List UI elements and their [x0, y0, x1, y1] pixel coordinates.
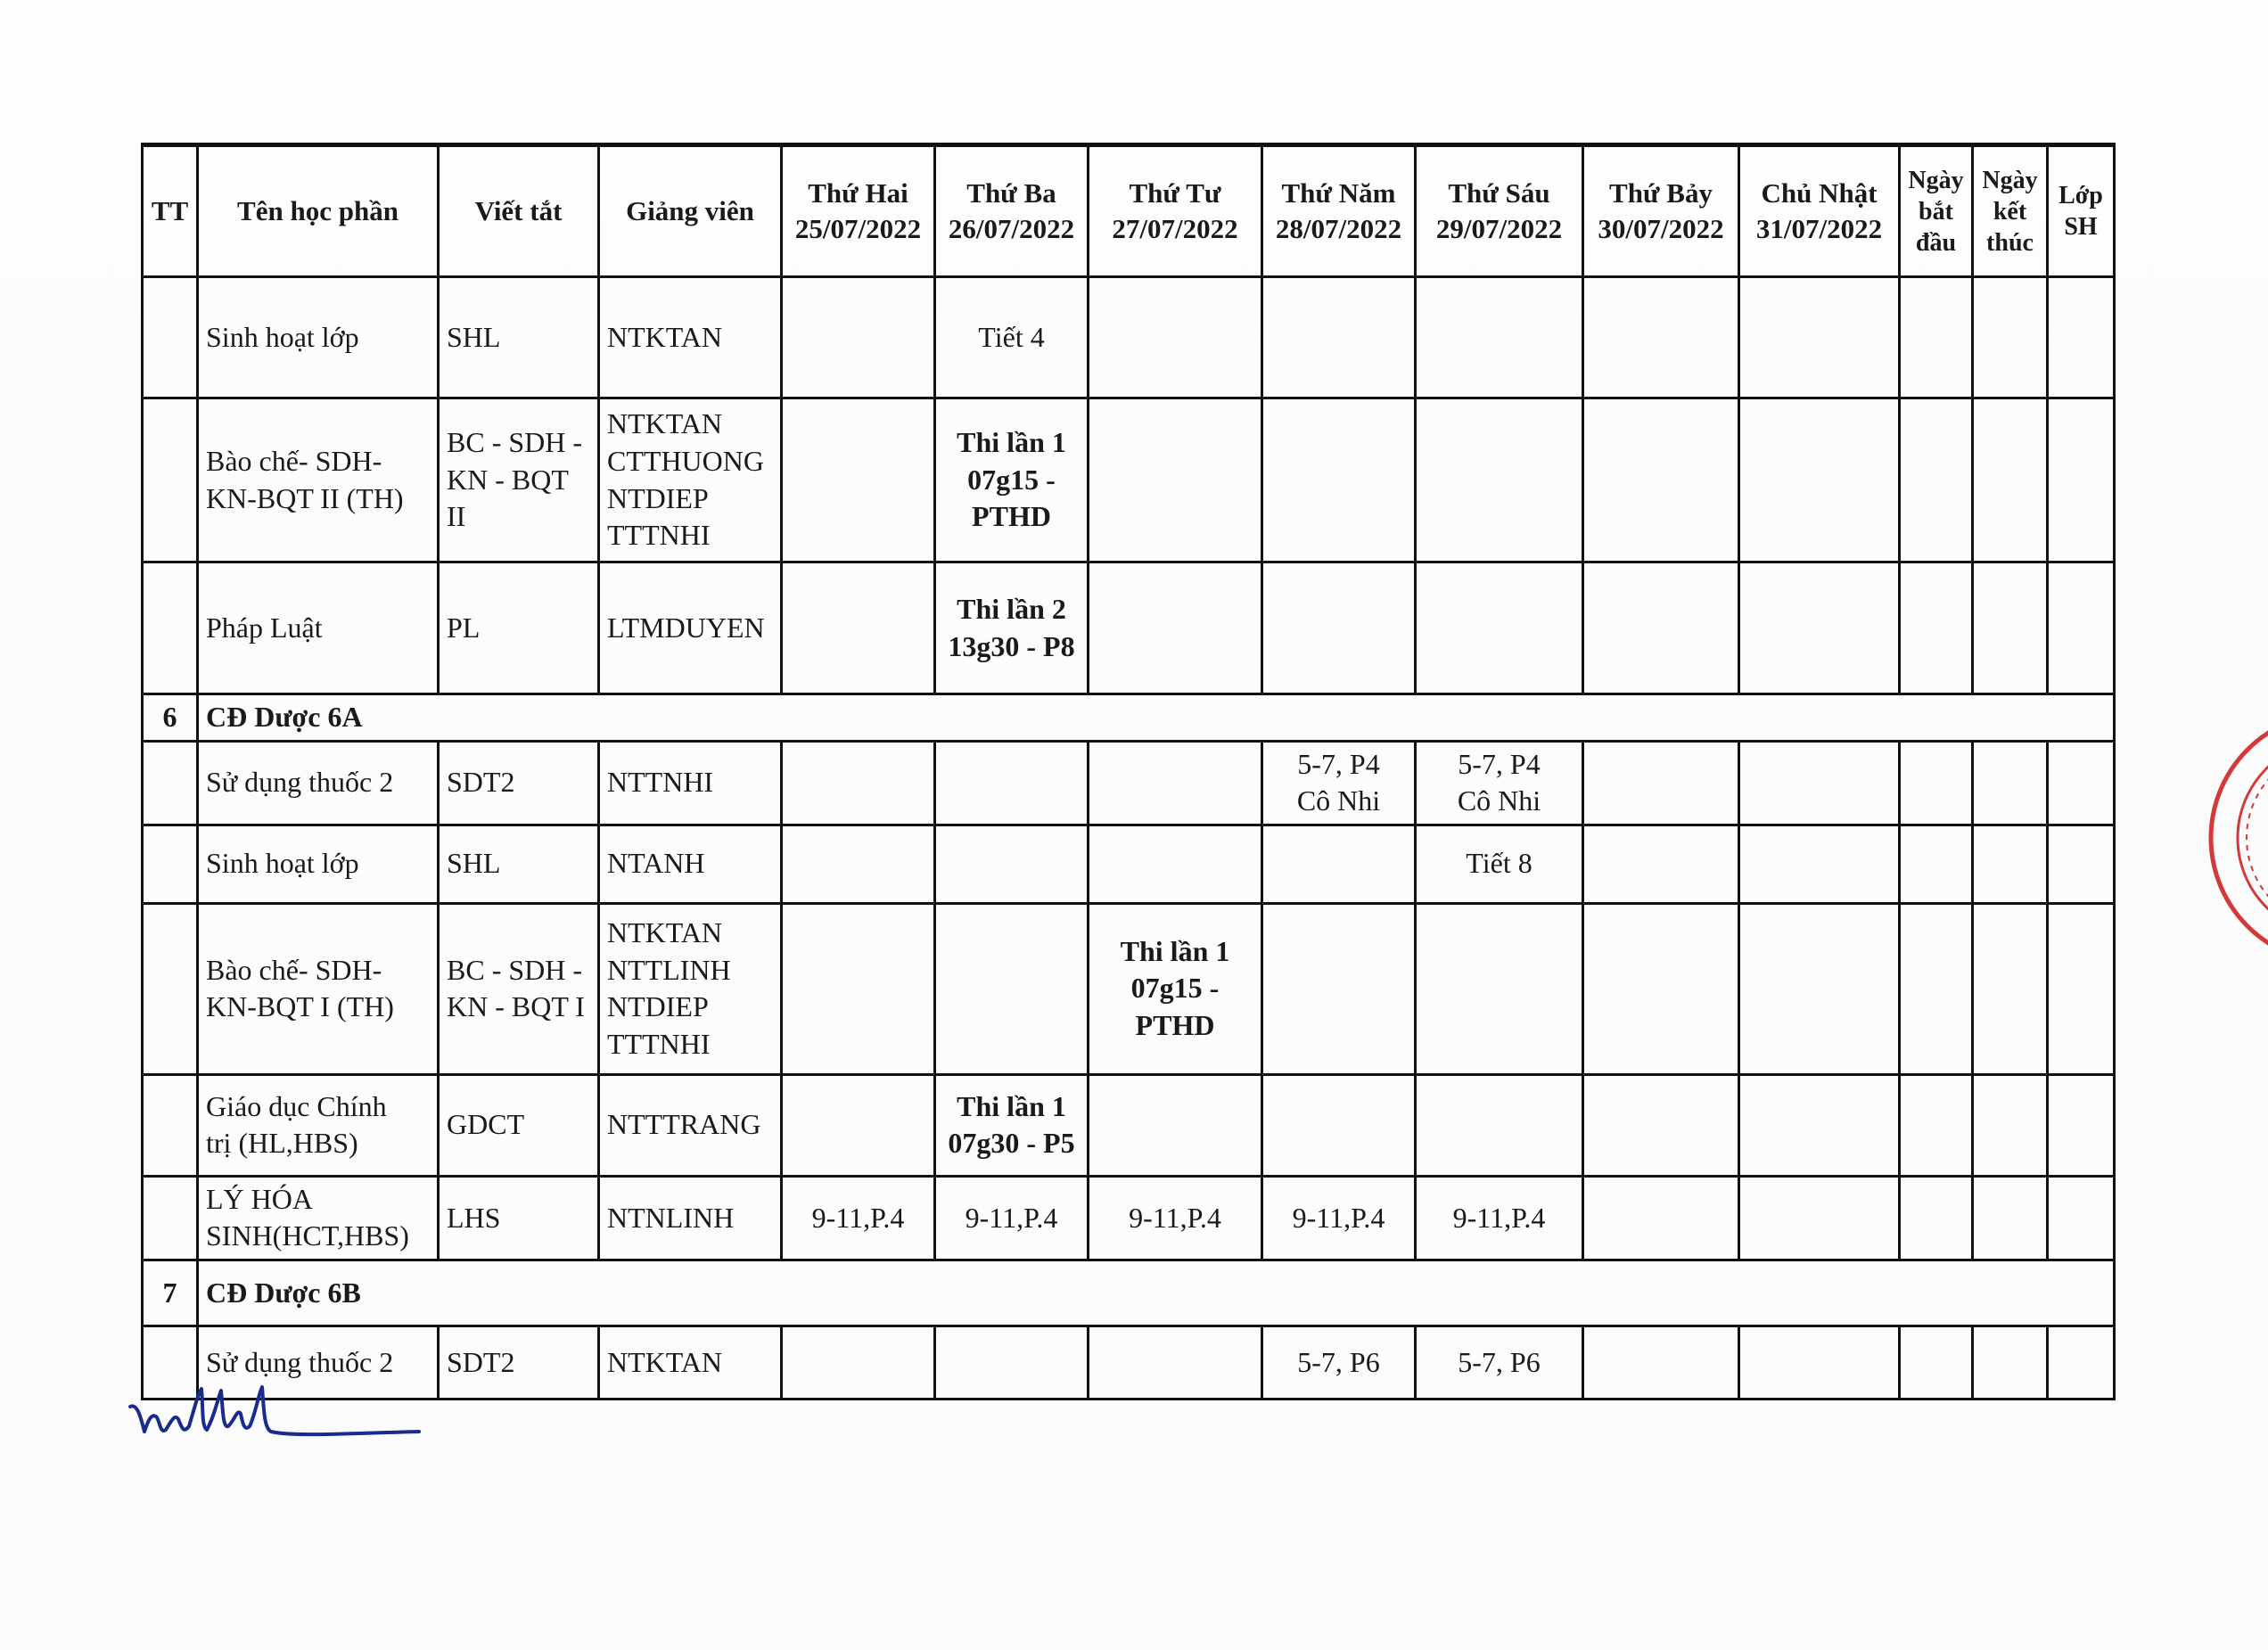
cell-sunday	[1739, 741, 1900, 825]
cell-monday	[782, 903, 935, 1074]
cell-wednesday	[1089, 277, 1262, 398]
cell-friday	[1416, 903, 1583, 1074]
cell-lecturer: NTKTAN	[599, 1326, 782, 1399]
header-wednesday: Thứ Tư 27/07/2022	[1089, 145, 1262, 277]
cell-tt	[143, 825, 198, 903]
cell-tuesday	[935, 1326, 1089, 1399]
group-name: CĐ Dược 6A	[198, 694, 2115, 742]
cell-end	[1973, 1074, 2048, 1176]
cell-subject: Bào chế- SDH- KN-BQT II (TH)	[198, 398, 439, 562]
cell-saturday	[1583, 1176, 1739, 1260]
cell-monday	[782, 741, 935, 825]
cell-class	[2048, 741, 2115, 825]
group-row-6a	[143, 694, 2115, 742]
cell-wednesday	[1089, 1326, 1262, 1399]
cell-thursday	[1262, 1074, 1416, 1176]
header-sunday: Chủ Nhật 31/07/2022	[1739, 145, 1900, 277]
cell-end	[1973, 277, 2048, 398]
cell-class	[2048, 562, 2115, 694]
cell-abbr: SDT2	[439, 741, 599, 825]
cell-thursday	[1262, 277, 1416, 398]
header-class: Lớp SH	[2048, 145, 2115, 277]
cell-start	[1900, 825, 1973, 903]
cell-wednesday	[1089, 741, 1262, 825]
cell-abbr: GDCT	[439, 1074, 599, 1176]
cell-tt	[143, 277, 198, 398]
cell-monday	[782, 1074, 935, 1176]
group-row-6b	[143, 1260, 2115, 1326]
header-monday: Thứ Hai 25/07/2022	[782, 145, 935, 277]
cell-sunday	[1739, 903, 1900, 1074]
group-number: 6	[143, 694, 198, 742]
table-row	[143, 903, 2115, 1074]
cell-tuesday	[935, 741, 1089, 825]
cell-class	[2048, 1326, 2115, 1399]
cell-tt	[143, 741, 198, 825]
cell-abbr: BC - SDH - KN - BQT I	[439, 903, 599, 1074]
cell-abbr: LHS	[439, 1176, 599, 1260]
cell-friday	[1416, 398, 1583, 562]
cell-tt	[143, 1176, 198, 1260]
cell-class	[2048, 1074, 2115, 1176]
cell-abbr: SDT2	[439, 1326, 599, 1399]
cell-lecturer: LTMDUYEN	[599, 562, 782, 694]
cell-subject: Sinh hoạt lớp	[198, 825, 439, 903]
cell-friday: Tiết 8	[1416, 825, 1583, 903]
header-start-date: Ngày bắt đầu	[1900, 145, 1973, 277]
cell-tuesday: Tiết 4	[935, 277, 1089, 398]
official-stamp	[2202, 704, 2268, 981]
cell-sunday	[1739, 1326, 1900, 1399]
cell-thursday	[1262, 398, 1416, 562]
cell-monday: 9-11,P.4	[782, 1176, 935, 1260]
header-tt: TT	[143, 145, 198, 277]
cell-end	[1973, 741, 2048, 825]
cell-end	[1973, 1326, 2048, 1399]
cell-friday: 9-11,P.4	[1416, 1176, 1583, 1260]
header-abbr: Viết tắt	[439, 145, 599, 277]
cell-tt	[143, 903, 198, 1074]
cell-sunday	[1739, 398, 1900, 562]
cell-subject: Bào chế- SDH- KN-BQT I (TH)	[198, 903, 439, 1074]
cell-start	[1900, 277, 1973, 398]
cell-lecturer: NTTNHI	[599, 741, 782, 825]
cell-tt	[143, 398, 198, 562]
cell-tuesday: Thi lần 1 07g30 - P5	[935, 1074, 1089, 1176]
cell-thursday: 5-7, P4 Cô Nhi	[1262, 741, 1416, 825]
cell-saturday	[1583, 1326, 1739, 1399]
cell-lecturer: NTKTAN CTTHUONG NTDIEP TTTNHI	[599, 398, 782, 562]
cell-wednesday	[1089, 398, 1262, 562]
cell-saturday	[1583, 562, 1739, 694]
cell-class	[2048, 825, 2115, 903]
cell-thursday	[1262, 562, 1416, 694]
cell-lecturer: NTTTRANG	[599, 1074, 782, 1176]
cell-subject: Sử dụng thuốc 2	[198, 741, 439, 825]
cell-friday	[1416, 562, 1583, 694]
cell-start	[1900, 1326, 1973, 1399]
cell-tuesday: Thi lần 1 07g15 - PTHD	[935, 398, 1089, 562]
header-lecturer: Giảng viên	[599, 145, 782, 277]
cell-thursday: 5-7, P6	[1262, 1326, 1416, 1399]
cell-tt	[143, 562, 198, 694]
cell-class	[2048, 1176, 2115, 1260]
cell-monday	[782, 562, 935, 694]
cell-abbr: PL	[439, 562, 599, 694]
cell-class	[2048, 398, 2115, 562]
header-tuesday: Thứ Ba 26/07/2022	[935, 145, 1089, 277]
cell-subject: Sinh hoạt lớp	[198, 277, 439, 398]
cell-abbr: SHL	[439, 825, 599, 903]
table-row	[143, 1326, 2115, 1399]
cell-friday	[1416, 277, 1583, 398]
cell-monday	[782, 825, 935, 903]
cell-friday: 5-7, P4 Cô Nhi	[1416, 741, 1583, 825]
cell-thursday: 9-11,P.4	[1262, 1176, 1416, 1260]
cell-saturday	[1583, 825, 1739, 903]
group-name: CĐ Dược 6B	[198, 1260, 2115, 1326]
cell-monday	[782, 277, 935, 398]
cell-saturday	[1583, 277, 1739, 398]
cell-start	[1900, 562, 1973, 694]
cell-end	[1973, 903, 2048, 1074]
group-number: 7	[143, 1260, 198, 1326]
schedule-table	[141, 143, 2116, 1400]
table-row	[143, 277, 2115, 398]
cell-sunday	[1739, 562, 1900, 694]
cell-tuesday	[935, 903, 1089, 1074]
cell-start	[1900, 1176, 1973, 1260]
cell-subject: LÝ HÓA SINH(HCT,HBS)	[198, 1176, 439, 1260]
cell-monday	[782, 398, 935, 562]
cell-wednesday	[1089, 562, 1262, 694]
table-row	[143, 562, 2115, 694]
cell-subject: Pháp Luật	[198, 562, 439, 694]
cell-wednesday	[1089, 825, 1262, 903]
cell-sunday	[1739, 1074, 1900, 1176]
cell-subject: Giáo dục Chính trị (HL,HBS)	[198, 1074, 439, 1176]
cell-lecturer: NTANH	[599, 825, 782, 903]
cell-abbr: BC - SDH - KN - BQT II	[439, 398, 599, 562]
cell-saturday	[1583, 1074, 1739, 1176]
cell-class	[2048, 277, 2115, 398]
cell-lecturer: NTNLINH	[599, 1176, 782, 1260]
cell-saturday	[1583, 903, 1739, 1074]
cell-tuesday: Thi lần 2 13g30 - P8	[935, 562, 1089, 694]
header-thursday: Thứ Năm 28/07/2022	[1262, 145, 1416, 277]
table-row	[143, 825, 2115, 903]
cell-thursday	[1262, 825, 1416, 903]
header-subject: Tên học phần	[198, 145, 439, 277]
cell-end	[1973, 825, 2048, 903]
cell-sunday	[1739, 825, 1900, 903]
cell-monday	[782, 1326, 935, 1399]
cell-friday	[1416, 1074, 1583, 1176]
cell-sunday	[1739, 1176, 1900, 1260]
header-friday: Thứ Sáu 29/07/2022	[1416, 145, 1583, 277]
cell-abbr: SHL	[439, 277, 599, 398]
cell-wednesday: 9-11,P.4	[1089, 1176, 1262, 1260]
header-saturday: Thứ Bảy 30/07/2022	[1583, 145, 1739, 277]
table-row	[143, 398, 2115, 562]
cell-sunday	[1739, 277, 1900, 398]
cell-lecturer: NTKTAN	[599, 277, 782, 398]
cell-tuesday	[935, 825, 1089, 903]
cell-subject: Sử dụng thuốc 2	[198, 1326, 439, 1399]
cell-start	[1900, 398, 1973, 562]
handwritten-signature	[125, 1382, 428, 1462]
table-row	[143, 741, 2115, 825]
cell-start	[1900, 903, 1973, 1074]
cell-tuesday: 9-11,P.4	[935, 1176, 1089, 1260]
cell-end	[1973, 562, 2048, 694]
header-row	[143, 145, 2115, 277]
cell-end	[1973, 398, 2048, 562]
cell-saturday	[1583, 398, 1739, 562]
cell-end	[1973, 1176, 2048, 1260]
cell-wednesday: Thi lần 1 07g15 - PTHD	[1089, 903, 1262, 1074]
cell-saturday	[1583, 741, 1739, 825]
cell-tt	[143, 1074, 198, 1176]
cell-start	[1900, 1074, 1973, 1176]
cell-class	[2048, 903, 2115, 1074]
cell-lecturer: NTKTAN NTTLINH NTDIEP TTTNHI	[599, 903, 782, 1074]
cell-start	[1900, 741, 1973, 825]
table-row	[143, 1176, 2115, 1260]
cell-thursday	[1262, 903, 1416, 1074]
cell-wednesday	[1089, 1074, 1262, 1176]
header-end-date: Ngày kết thúc	[1973, 145, 2048, 277]
cell-friday: 5-7, P6	[1416, 1326, 1583, 1399]
table-row	[143, 1074, 2115, 1176]
